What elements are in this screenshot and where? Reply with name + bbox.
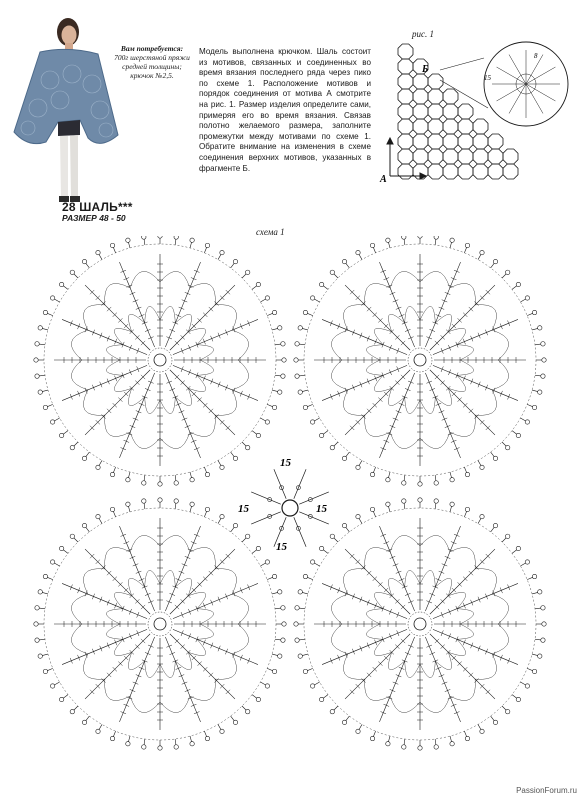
layout-motif-octagon	[428, 104, 443, 119]
layout-motif-octagon	[413, 89, 428, 104]
layout-motif-octagon	[443, 149, 458, 164]
layout-motif-octagon	[443, 104, 458, 119]
pattern-size: РАЗМЕР 48 - 50	[62, 213, 126, 223]
layout-motif-octagon	[413, 104, 428, 119]
layout-motif-octagon	[413, 134, 428, 149]
layout-motif-octagon	[473, 119, 488, 134]
crochet-chart	[0, 236, 583, 788]
motif-1	[34, 236, 286, 486]
center-label-15-right: 15	[316, 503, 327, 515]
layout-motif-octagon	[443, 164, 458, 179]
layout-motif-octagon	[413, 119, 428, 134]
description-text: Модель выполнена крючком. Шаль состоит из мотивов, связанных и соединенных во время вязания последнего ряда через пико по схеме 1. Расположение мотивов и порядок соединения от мотива А смотрите на рис. 1. Размер изделия определите сами, примеряя его во время вязания. Связав полотно желаемого размера, заполните промежутки между мотивами по схеме 1. Обратите внимание на изменения в схеме соединения верхних мотивов, указанных в фрагменте Б.	[199, 47, 371, 173]
layout-motif-octagon	[473, 164, 488, 179]
layout-motif-octagon	[458, 164, 473, 179]
layout-motif-octagon	[458, 149, 473, 164]
layout-motif-octagon	[413, 74, 428, 89]
schema-label: схема 1	[256, 227, 285, 237]
layout-motif-octagon	[413, 149, 428, 164]
layout-motif-octagon	[488, 134, 503, 149]
center-label-15-left: 15	[238, 503, 249, 515]
mark-b: Б	[422, 64, 429, 75]
layout-motif-octagon	[428, 119, 443, 134]
layout-motif-octagon	[488, 149, 503, 164]
layout-motif-octagon	[428, 74, 443, 89]
motif-2	[294, 236, 546, 486]
zoom-num-8: 8	[534, 52, 538, 60]
layout-motif-octagon	[428, 134, 443, 149]
materials-text: 700г шерстяной пряжи средней толщины; крючок №2,5.	[114, 53, 190, 80]
motif-3	[34, 498, 286, 750]
center-label-15-top: 15	[280, 457, 291, 469]
layout-motif-octagon	[398, 104, 413, 119]
layout-motif-octagon	[443, 134, 458, 149]
layout-motif-octagon	[398, 164, 413, 179]
layout-motif-octagon	[398, 149, 413, 164]
layout-motif-octagon	[398, 89, 413, 104]
zoom-num-15: 15	[484, 74, 491, 82]
figure1-layout	[376, 36, 576, 196]
figure1-label: рис. 1	[412, 29, 434, 39]
layout-motif-octagon	[488, 164, 503, 179]
layout-motif-octagon	[503, 149, 518, 164]
layout-motif-octagon	[428, 149, 443, 164]
pattern-title: 28 ШАЛЬ***	[62, 200, 133, 214]
layout-motif-octagon	[428, 164, 443, 179]
layout-motif-octagon	[443, 89, 458, 104]
layout-motif-octagon	[458, 134, 473, 149]
layout-motif-octagon	[443, 119, 458, 134]
layout-motif-octagon	[398, 74, 413, 89]
layout-motif-octagon	[398, 119, 413, 134]
center-label-15-bottom: 15	[276, 541, 287, 553]
footer-watermark: PassionForum.ru	[516, 786, 577, 795]
materials-note	[112, 44, 192, 80]
layout-motif-octagon	[458, 119, 473, 134]
layout-motif-octagon	[398, 59, 413, 74]
layout-motif-octagon	[473, 149, 488, 164]
layout-motif-octagon	[398, 44, 413, 59]
materials-title: Вам потребуется:	[120, 44, 184, 53]
layout-motif-octagon	[428, 89, 443, 104]
mark-a: А	[380, 174, 387, 185]
layout-motif-octagon	[458, 104, 473, 119]
layout-motif-octagon	[473, 134, 488, 149]
motif-4	[294, 498, 546, 750]
shawl-photo	[10, 10, 120, 210]
layout-motif-octagon	[503, 164, 518, 179]
layout-motif-octagon	[398, 134, 413, 149]
